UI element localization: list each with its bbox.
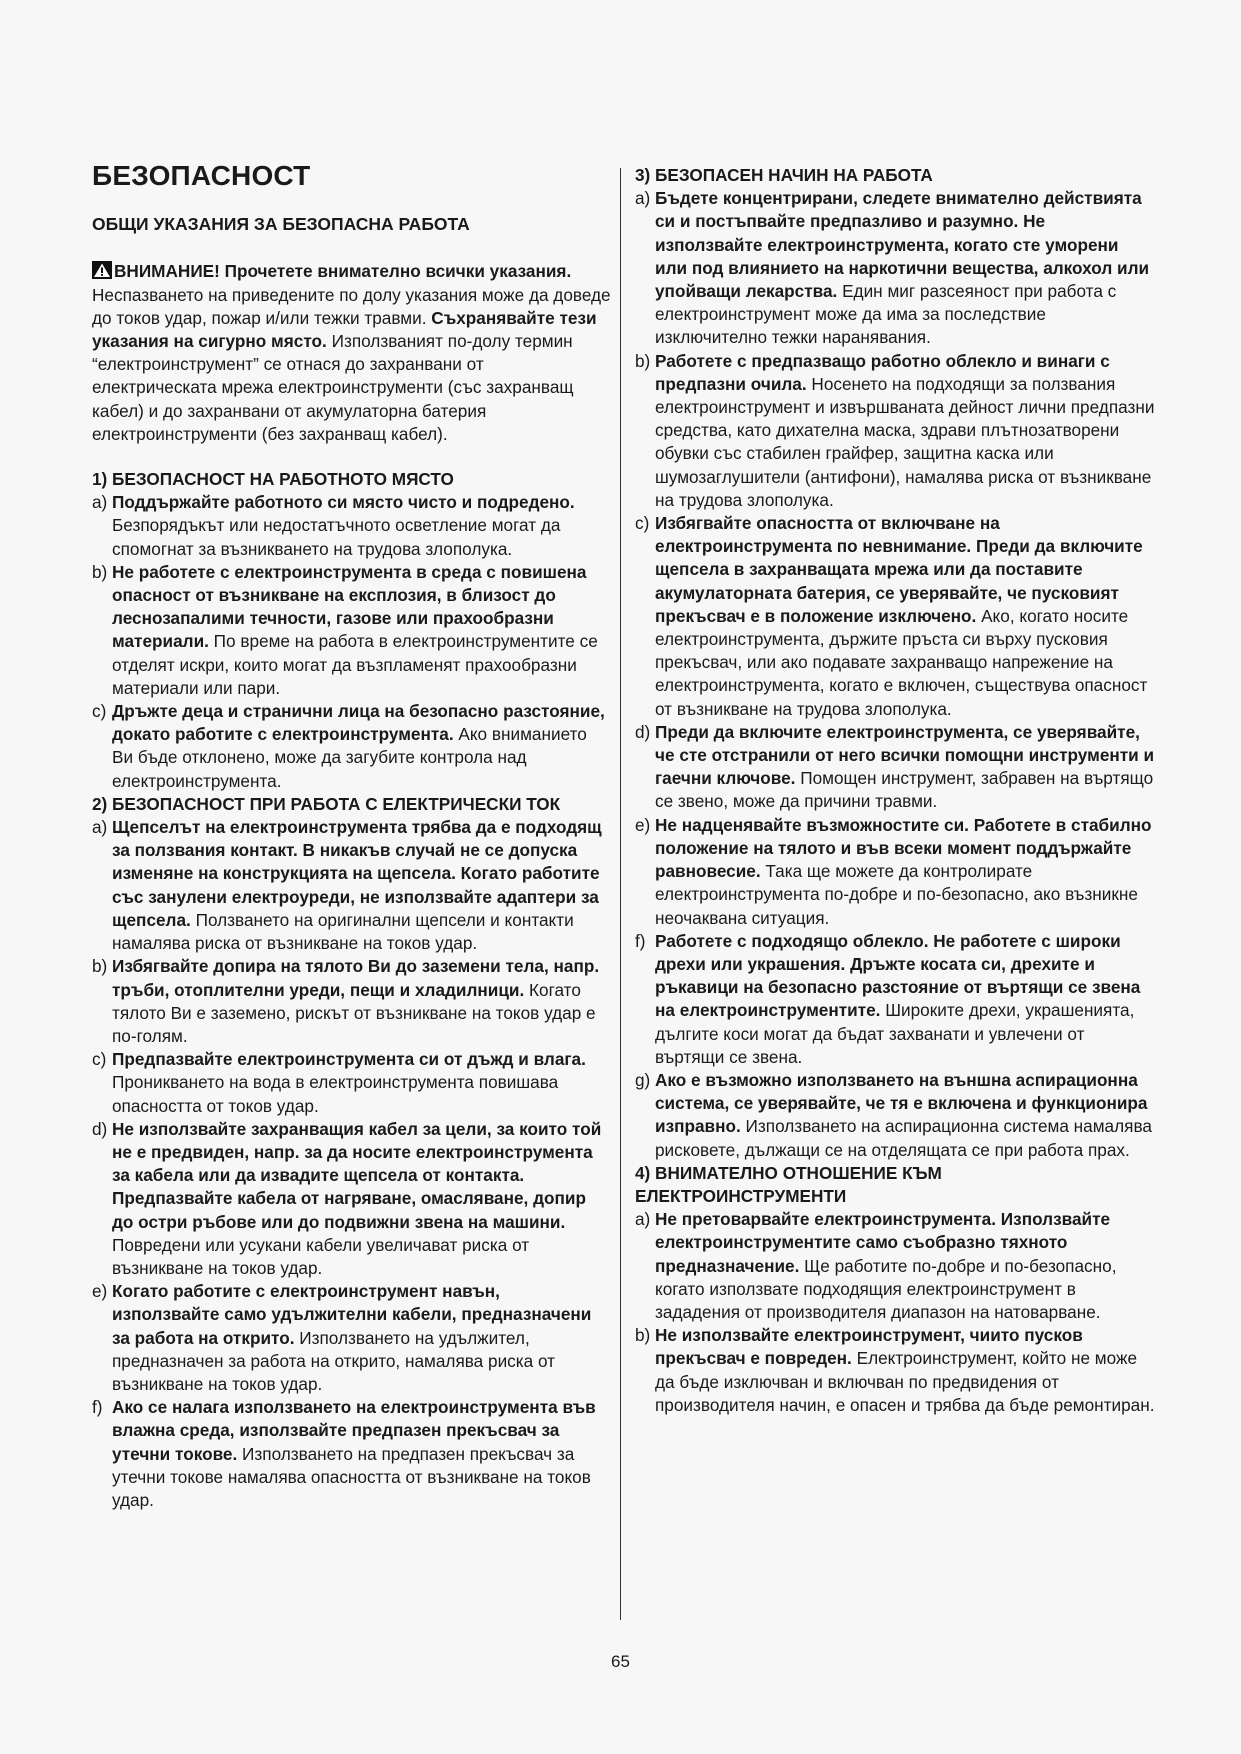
list-item: [635, 1208, 1155, 1324]
item-bold: Не използвайте електроинструмент, чиито пусков прекъсвач е повреден.: [655, 1325, 1083, 1369]
item-text: Един миг разсеяност при работа с електроинструмент може да има за последствие изключително тежки наранявания.: [655, 281, 1117, 348]
list-item: [92, 561, 612, 700]
item-text: Използването на удължител, предназначен за работа на открито, намалява риска от възникване на токов удар.: [112, 1327, 556, 1394]
item-label: a): [635, 1209, 651, 1230]
item-label: d): [92, 1118, 108, 1139]
warning-text-1: Неспазването на приведените по долу указания може да доведе до токов удар, пожар и/или тежки травми.: [92, 284, 611, 328]
item-text: Помощен инструмент, забравен на въртящо се звено, може да причини травми.: [655, 768, 1154, 812]
item-text: Безпорядъкът или недостатъчното осветление могат да спомогнат за възникването на трудова злополука.: [112, 515, 561, 559]
warning-text-2: Използваният по-долу термин “електроинструмент” се отнася до захранвани от електрическата мрежа електроинструменти (със захранващ кабел) и до захранвани от акумулаторна батерия електроинструменти (без захранващ кабел).: [92, 331, 574, 444]
item-label: f): [92, 1397, 103, 1418]
item-bold: Дръжте деца и странични лица на безопасно разстояние, докато работите с електроинструмента.: [112, 701, 605, 745]
list-item: [92, 1048, 612, 1118]
section-heading: 1) БЕЗОПАСНОСТ НА РАБОТНОТО МЯСТО: [92, 469, 454, 490]
section-heading: 2) БЕЗОПАСНОСТ ПРИ РАБОТА С ЕЛЕКТРИЧЕСКИ ТОК: [92, 793, 561, 814]
item-text: Когато тялото Ви е заземено, рискът от възникване на токов удар е по-голям.: [112, 979, 596, 1046]
section-subtitle: ОБЩИ УКАЗАНИЯ ЗА БЕЗОПАСНА РАБОТА: [92, 214, 470, 235]
list-item: [635, 187, 1155, 349]
item-bold: Бъдете концентрирани, следете внимателно действията си и постъпвайте предпазливо и разумно. Не използвайте електроинструмента, когато сте уморени или под влиянието на наркотични вещества, алкохол или упойващи лекарства.: [655, 188, 1150, 302]
page-title: БЕЗОПАСНОСТ: [92, 160, 311, 191]
item-label: a): [92, 817, 108, 838]
item-label: c): [92, 701, 107, 722]
list-item: [92, 1396, 612, 1512]
list-item: [92, 816, 612, 955]
warning-paragraph: [92, 260, 612, 446]
item-label: b): [92, 956, 108, 977]
warning-bold-2: Съхранявайте тези указания на сигурно място.: [92, 307, 597, 352]
item-text: Ако вниманието Ви бъде отклонено, може да загубите контрола над електроинструмента.: [112, 724, 587, 791]
list-item: [92, 1280, 612, 1396]
item-text: Широките дрехи, украшенията, дългите коси могат да бъдат захванати и увлечени от въртящи се звена.: [655, 1000, 1135, 1067]
item-bold: Ако е възможно използването на външна аспирационна система, се уверявайте, че тя е включена и функционира изправно.: [655, 1069, 1148, 1137]
item-text: Ползването на оригинални щепсели и контакти намалява риска от възникване на токов удар.: [112, 909, 574, 954]
left-column: [92, 150, 612, 1512]
item-text: Носенето на подходящи за ползвания електроинструмент и извършваната дейност лични предпазни средства, като дихателна маска, здрави плътнозатворени обувки със стабилен грайфер, защитна каска или шумозаглушители (антифони), намалява риска от възникване на трудова злополука.: [655, 373, 1155, 510]
item-label: a): [92, 492, 108, 513]
item-bold: Работете с предпазващо работно облекло и винаги с предпазни очила.: [655, 350, 1110, 394]
item-bold: Ако се налага използването на електроинструмента във влажна среда, използвайте предпазен прекъсвач за утечни токове.: [112, 1397, 596, 1464]
item-text: Така ще можете да контролирате електроинструмента по-добре и по-безопасно, ако възникне неочаквана ситуация.: [655, 861, 1138, 928]
item-label: b): [635, 1325, 651, 1346]
item-bold: Не използвайте захранващия кабел за цели, за които той не е предвиден, напр. за да носите електроинструмента за кабела или да извадите щепсела от контакта. Предпазвайте кабела от нагряване, омасляване, допир до остри ръбове или до подвижни звена на машини.: [112, 1118, 602, 1232]
list-item: [635, 1069, 1155, 1162]
page-number: 65: [611, 1652, 630, 1671]
item-label: b): [92, 561, 108, 582]
item-label: b): [635, 350, 651, 371]
list-item: [635, 512, 1155, 721]
list-item: [92, 700, 612, 793]
item-bold: Предпазвайте електроинструмента си от дъжд и влага.: [112, 1049, 586, 1070]
item-bold: Поддържайте работното си място чисто и подредено.: [112, 492, 575, 513]
item-text: Използването на предпазен прекъсвач за утечни токове намалява опасността от възникване на токов удар.: [112, 1443, 591, 1510]
item-bold: Работете с подходящо облекло. Не работете с широки дрехи или украшения. Дръжте косата си, дрехите и ръкавици на безопасно разстояние от въртящи се звена на електроинструментите.: [655, 930, 1141, 1021]
item-text: По време на работа в електроинструментите се отделят искри, които могат да възпламенят прахообразни материали или пари.: [112, 631, 598, 698]
item-text: Проникването на вода в електроинструмента повишава опасността от токов удар.: [112, 1072, 559, 1116]
list-item: [635, 350, 1155, 512]
list-item: [92, 955, 612, 1048]
item-bold: Не надценявайте възможностите си. Работете в стабилно положение на тялото и във всеки момент поддържайте равновесие.: [655, 814, 1152, 882]
list-item: [635, 930, 1155, 1069]
list-item: [92, 491, 612, 561]
item-text: Електроинструмент, който не може да бъде изключван и включван по предвидения от производителя начин, е опасен и трябва да бъде ремонтиран.: [655, 1348, 1155, 1415]
item-text: Ще работите по-добре и по-безопасно, когато използвате подходящия електроинструмент в зададения от производителя диапазон на натоварване.: [655, 1255, 1117, 1322]
item-label: e): [92, 1281, 108, 1302]
list-item: [635, 1324, 1155, 1417]
item-label: a): [635, 188, 651, 209]
list-item: [635, 721, 1155, 814]
item-bold: Не работете с електроинструмента в среда с повишена опасност от възникване на експлозия, в близост до леснозапалими течности, газове или прахообразни материали.: [112, 561, 587, 652]
item-bold: Не претоварвайте електроинструмента. Използвайте електроинструментите само съобразно тяхното предназначение.: [655, 1209, 1111, 1276]
list-item: [92, 1118, 612, 1280]
section-heading: 4) ВНИМАТЕЛНО ОТНОШЕНИЕ КЪМ ЕЛЕКТРОИНСТРУМЕНТИ: [635, 1162, 942, 1206]
item-bold: Щепселът на електроинструмента трябва да е подходящ за ползвания контакт. В никакъв случай не се допуска изменяне на конструкцията на щепсела. Когато работите със занулени електроуреди, не използвайте адаптери за щепсела.: [112, 817, 602, 930]
item-label: g): [635, 1069, 651, 1090]
item-bold: Преди да включите електроинструмента, се уверявайте, че сте отстранили от него всички помощни инструменти и гаечни ключове.: [655, 721, 1155, 789]
list-item: [635, 814, 1155, 930]
item-bold: Избягвайте допира на тялото Ви до заземени тела, напр. тръби, отоплителни уреди, пещи и хладилници.: [112, 956, 600, 1000]
item-label: f): [635, 930, 646, 951]
item-label: d): [635, 721, 651, 742]
item-label: c): [635, 513, 650, 534]
item-text: Повредени или усукани кабели увеличават риска от възникване на токов удар.: [112, 1234, 530, 1278]
warning-triangle-icon: [92, 261, 112, 279]
item-bold: Когато работите с електроинструмент навън, използвайте само удължителни кабели, предназначени за работа на открито.: [112, 1281, 592, 1348]
right-column: [635, 164, 1155, 1417]
item-bold: Избягвайте опасността от включване на електроинструмента по невнимание. Преди да включите щепсела в захранващата мрежа или да поставите акумулаторната батерия, се уверявайте, че пусковият прекъсвач е в положение изключено.: [655, 513, 1143, 626]
item-label: e): [635, 814, 651, 835]
warning-bold-1: ВНИМАНИЕ! Прочетете внимателно всички указания.: [114, 261, 572, 282]
item-label: c): [92, 1049, 107, 1070]
section-heading: 3) БЕЗОПАСЕН НАЧИН НА РАБОТА: [635, 165, 933, 185]
item-text: Ако, когато носите електроинструмента, държите пръста си върху пусковия прекъсвач, или ако подавате захранващо напрежение на електроинструмента, когато е включен, съществува опасност от възникване на трудова злополука.: [655, 605, 1148, 719]
item-text: Използването на аспирационна система намалява рисковете, дължащи се на отделящата се при работа прах.: [655, 1116, 1152, 1160]
column-divider: [620, 168, 621, 1620]
